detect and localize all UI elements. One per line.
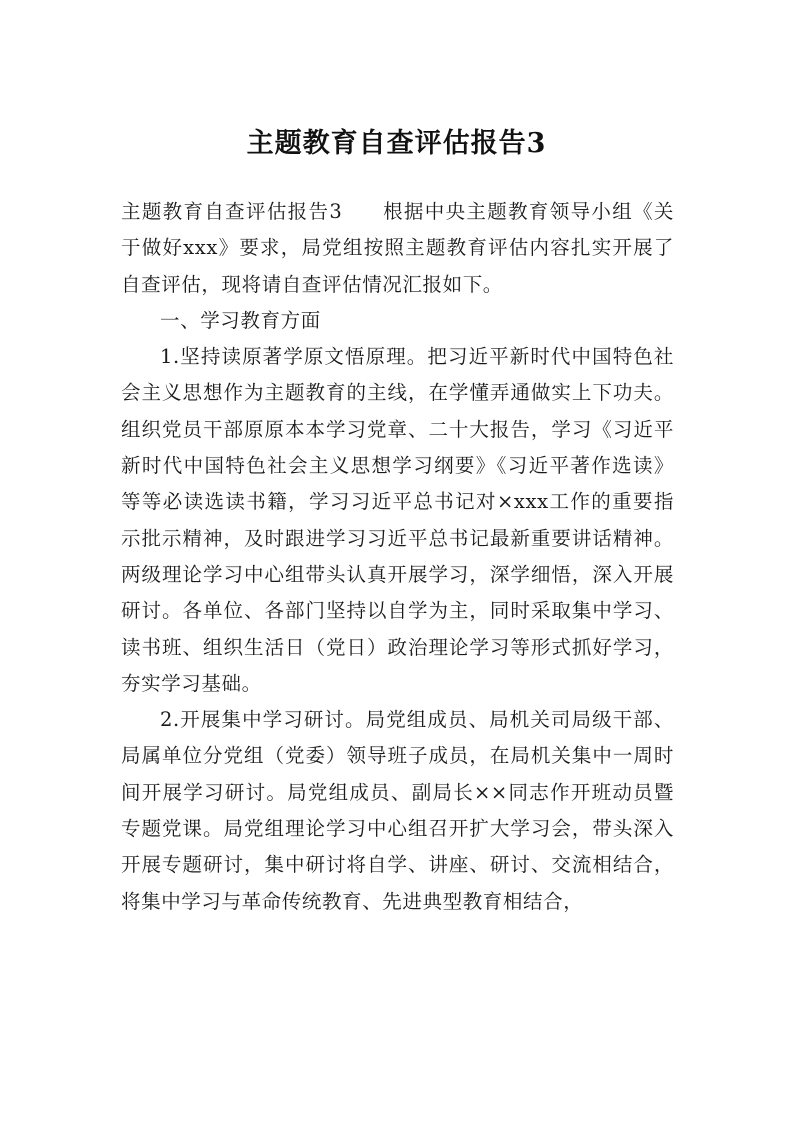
intro-paragraph	[121, 194, 674, 303]
document-body	[121, 194, 674, 920]
document-title: 主题教育自查评估报告3	[246, 128, 547, 159]
intro-lead: 主题教育自查评估报告3	[121, 200, 343, 223]
intro-text: 根据中央主题教育领导小组《关于做好xxx》要求，局党组按照主题教育评估内容扎实开展了自查评估，现将请自查评估情况汇报如下。	[121, 200, 674, 296]
paragraph-2: 2.开展集中学习研讨。局党组成员、局机关司局级干部、局属单位分党组（党委）领导班子成员，在局机关集中一周时间开展学习研讨。局党组成员、副局长××同志作开班动员暨专题党课。局党组理论学习中心组召开扩大学习会，带头深入开展专题研讨，集中研讨将自学、讲座、研讨、交流相结合，将集中学习与革命传统教育、先进典型教育相结合，	[121, 708, 674, 913]
section-heading: 一、学习教育方面	[160, 308, 321, 332]
paragraph-1: 1.坚持读原著学原文悟原理。把习近平新时代中国特色社会主义思想作为主题教育的主线，在学懂弄通做实上下功夫。组织党员干部原原本本学习党章、二十大报告，学习《习近平新时代中国特色社会主义思想学习纲要》《习近平著作选读》等等必读选读书籍，学习习近平总书记对×xxx工作的重要指示批示精神，及时跟进学习习近平总书记最新重要讲话精神。两级理论学习中心组带头认真开展学习，深学细悟，深入开展研讨。各单位、各部门坚持以自学为主，同时采取集中学习、读书班、组织生活日（党日）政治理论学习等形式抓好学习，夯实学习基础。	[121, 345, 674, 695]
